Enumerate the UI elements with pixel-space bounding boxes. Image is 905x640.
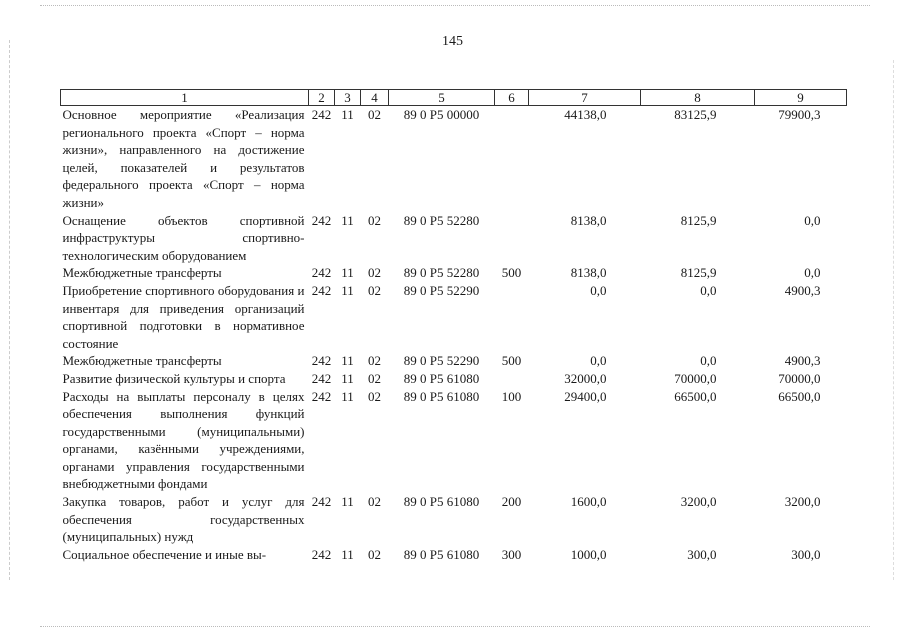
cell-code-5: 89 0 Р5 52280 bbox=[403, 212, 480, 228]
cell-code-6: 300 bbox=[501, 546, 522, 562]
row-name: Межбюджетные трансферты bbox=[62, 353, 222, 369]
row-name: Развитие физической культуры и спорта bbox=[62, 370, 286, 386]
table-row bbox=[61, 106, 847, 212]
cell-amount-8: 300,0 bbox=[687, 546, 717, 562]
cell-amount-7: 1600,0 bbox=[570, 494, 607, 510]
cell-code-2: 242 bbox=[311, 265, 332, 281]
table-row bbox=[61, 282, 847, 352]
header-cell: 2 bbox=[309, 90, 335, 106]
cell-amount-9: 0,0 bbox=[804, 265, 821, 281]
cell-amount-9: 4900,3 bbox=[784, 353, 821, 369]
cell-code-3: 11 bbox=[341, 546, 354, 562]
table-row bbox=[61, 493, 847, 546]
header-cell: 7 bbox=[529, 90, 641, 106]
cell-amount-8: 3200,0 bbox=[680, 494, 717, 510]
cell-amount-7: 8138,0 bbox=[570, 265, 607, 281]
cell-code-4: 02 bbox=[368, 370, 381, 386]
cell-code-4: 02 bbox=[368, 353, 381, 369]
cell-amount-8: 0,0 bbox=[700, 282, 717, 298]
row-name: Закупка товаров, работ и услуг для обеспечения государственных (муниципальных) нужд bbox=[62, 494, 305, 545]
cell-code-2: 242 bbox=[311, 370, 332, 386]
cell-amount-9: 66500,0 bbox=[778, 388, 821, 404]
row-name: Основное мероприятие «Реализация регионального проекта «Спорт – норма жизни», направленного на достижение целей, показателей и результатов федерального проекта «Спорт – норма жизни» bbox=[62, 107, 305, 210]
row-name: Межбюджетные трансферты bbox=[62, 265, 222, 281]
cell-amount-8: 70000,0 bbox=[674, 370, 717, 386]
cell-amount-9: 0,0 bbox=[804, 212, 821, 228]
cell-code-2: 242 bbox=[311, 212, 332, 228]
header-cell: 5 bbox=[389, 90, 495, 106]
cell-amount-8: 8125,9 bbox=[680, 265, 717, 281]
table-row bbox=[61, 352, 847, 370]
row-name: Оснащение объектов спортивной инфраструктуры спортивно-технологическим оборудованием bbox=[62, 212, 305, 263]
scan-artifact-right bbox=[893, 60, 895, 580]
cell-amount-8: 0,0 bbox=[700, 353, 717, 369]
cell-code-3: 11 bbox=[341, 388, 354, 404]
cell-code-6 bbox=[495, 282, 529, 352]
cell-code-5: 89 0 Р5 00000 bbox=[403, 107, 480, 122]
cell-amount-7: 0,0 bbox=[590, 353, 607, 369]
cell-code-3: 11 bbox=[341, 107, 354, 122]
cell-code-4: 02 bbox=[368, 546, 381, 562]
cell-code-6: 200 bbox=[501, 494, 522, 510]
cell-code-2: 242 bbox=[311, 282, 332, 298]
cell-code-5: 89 0 Р5 61080 bbox=[403, 494, 480, 510]
row-name: Приобретение спортивного оборудования и инвентаря для приведения организаций спортивной подготовки в нормативное состояние bbox=[62, 282, 305, 351]
cell-amount-9: 3200,0 bbox=[784, 494, 821, 510]
cell-amount-8: 66500,0 bbox=[674, 388, 717, 404]
scan-artifact-top bbox=[40, 5, 870, 8]
cell-code-2: 242 bbox=[311, 494, 332, 510]
cell-code-5: 89 0 Р5 52290 bbox=[403, 353, 480, 369]
cell-amount-7: 8138,0 bbox=[570, 212, 607, 228]
cell-code-6 bbox=[495, 106, 529, 212]
cell-code-4: 02 bbox=[368, 107, 381, 122]
cell-code-6: 500 bbox=[501, 265, 522, 281]
scan-artifact-bottom bbox=[40, 626, 870, 629]
cell-code-5: 89 0 Р5 61080 bbox=[403, 370, 480, 386]
cell-code-2: 242 bbox=[311, 107, 332, 122]
cell-code-5: 89 0 Р5 52280 bbox=[403, 265, 480, 281]
header-cell: 1 bbox=[61, 90, 309, 106]
cell-code-6 bbox=[495, 370, 529, 388]
cell-code-6: 500 bbox=[501, 353, 522, 369]
header-cell: 6 bbox=[495, 90, 529, 106]
cell-code-4: 02 bbox=[368, 265, 381, 281]
cell-code-4: 02 bbox=[368, 212, 381, 228]
cell-amount-7: 1000,0 bbox=[570, 546, 607, 562]
cell-code-3: 11 bbox=[341, 282, 354, 298]
table-row bbox=[61, 546, 847, 564]
cell-amount-7: 44138,0 bbox=[564, 107, 607, 122]
cell-code-5: 89 0 Р5 61080 bbox=[403, 388, 480, 404]
cell-code-6: 100 bbox=[501, 388, 522, 404]
cell-amount-8: 8125,9 bbox=[680, 212, 717, 228]
budget-table bbox=[60, 89, 847, 563]
scan-artifact-left bbox=[9, 40, 11, 580]
cell-code-4: 02 bbox=[368, 388, 381, 404]
header-cell: 9 bbox=[755, 90, 847, 106]
cell-code-4: 02 bbox=[368, 494, 381, 510]
row-name: Социальное обеспечение и иные вы- bbox=[62, 546, 267, 562]
cell-code-3: 11 bbox=[341, 370, 354, 386]
cell-amount-7: 0,0 bbox=[590, 282, 607, 298]
cell-code-3: 11 bbox=[341, 212, 354, 228]
cell-amount-7: 29400,0 bbox=[564, 388, 607, 404]
cell-code-4: 02 bbox=[368, 282, 381, 298]
header-cell: 8 bbox=[641, 90, 755, 106]
cell-code-3: 11 bbox=[341, 353, 354, 369]
cell-amount-7: 32000,0 bbox=[564, 370, 607, 386]
cell-code-2: 242 bbox=[311, 546, 332, 562]
cell-amount-9: 79900,3 bbox=[778, 107, 821, 122]
cell-amount-9: 70000,0 bbox=[778, 370, 821, 386]
cell-code-3: 11 bbox=[341, 265, 354, 281]
header-cell: 3 bbox=[335, 90, 361, 106]
cell-code-2: 242 bbox=[311, 388, 332, 404]
cell-code-3: 11 bbox=[341, 494, 354, 510]
cell-amount-8: 83125,9 bbox=[674, 107, 717, 122]
cell-code-6 bbox=[495, 212, 529, 265]
cell-amount-9: 300,0 bbox=[791, 546, 821, 562]
table-row bbox=[61, 264, 847, 282]
table-header-row bbox=[61, 90, 847, 106]
page-number: 145 bbox=[442, 34, 463, 49]
cell-amount-9: 4900,3 bbox=[784, 282, 821, 298]
table-row bbox=[61, 370, 847, 388]
row-name: Расходы на выплаты персоналу в целях обеспечения выполнения функций государственными (муниципальными) органами, казёнными учреждениями, органами управления государственными внебюджетными фондами bbox=[62, 388, 305, 492]
table-row bbox=[61, 388, 847, 494]
header-cell: 4 bbox=[361, 90, 389, 106]
cell-code-5: 89 0 Р5 52290 bbox=[403, 282, 480, 298]
table-row bbox=[61, 212, 847, 265]
cell-code-5: 89 0 Р5 61080 bbox=[403, 546, 480, 562]
cell-code-2: 242 bbox=[311, 353, 332, 369]
